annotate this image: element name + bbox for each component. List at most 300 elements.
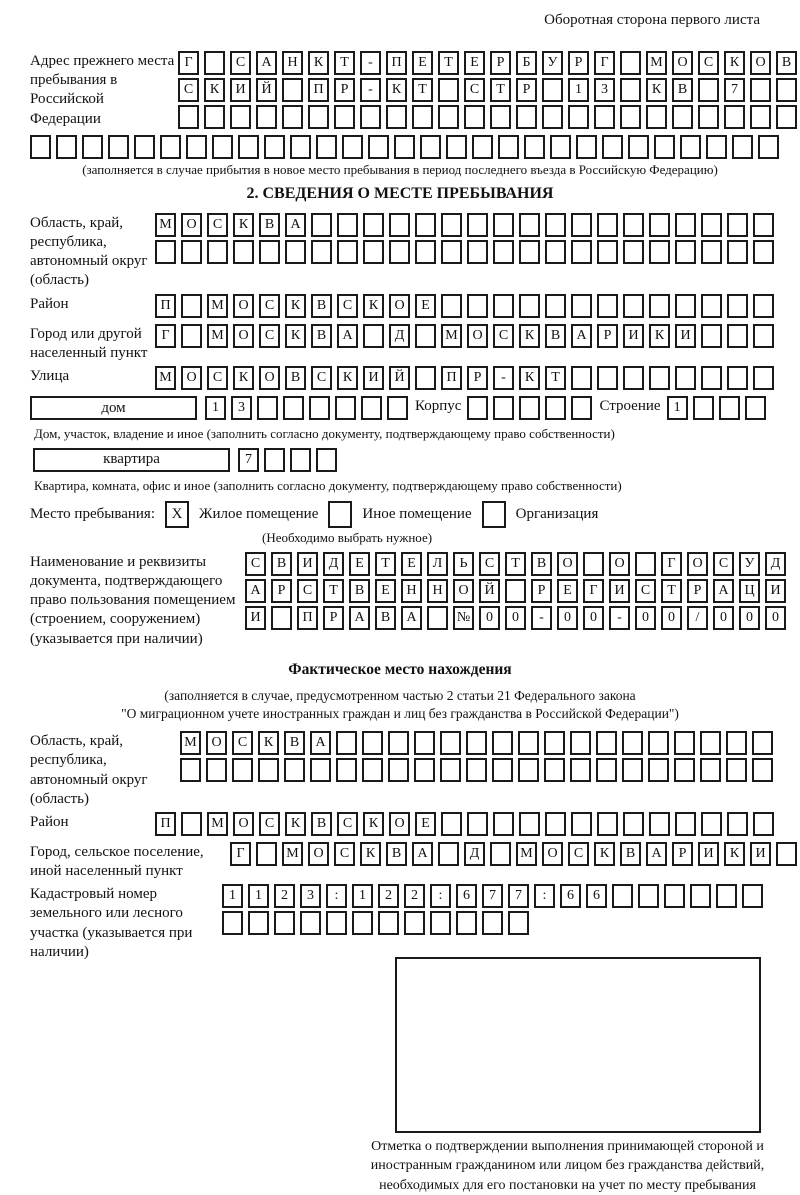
char-cell[interactable] bbox=[257, 396, 278, 420]
char-cell[interactable] bbox=[389, 213, 410, 237]
char-cell[interactable] bbox=[415, 213, 436, 237]
char-cell[interactable]: Л bbox=[427, 552, 448, 576]
char-cell[interactable] bbox=[441, 294, 462, 318]
char-cell[interactable]: П bbox=[297, 606, 318, 630]
char-cell[interactable] bbox=[675, 812, 696, 836]
char-cell[interactable]: Е bbox=[464, 51, 485, 75]
char-cell[interactable] bbox=[570, 758, 591, 782]
char-cell[interactable] bbox=[415, 324, 436, 348]
char-cell[interactable] bbox=[441, 240, 462, 264]
char-cell[interactable]: К bbox=[308, 51, 329, 75]
char-cell[interactable] bbox=[420, 135, 441, 159]
char-cell[interactable]: Р bbox=[490, 51, 511, 75]
char-cell[interactable] bbox=[492, 758, 513, 782]
char-cell[interactable] bbox=[492, 731, 513, 755]
char-cell[interactable] bbox=[498, 135, 519, 159]
char-cell[interactable]: М bbox=[207, 812, 228, 836]
char-cell[interactable]: Т bbox=[545, 366, 566, 390]
char-cell[interactable] bbox=[753, 213, 774, 237]
char-cell[interactable]: В bbox=[531, 552, 552, 576]
char-cell[interactable]: Т bbox=[412, 78, 433, 102]
char-cell[interactable] bbox=[256, 842, 277, 866]
char-cell[interactable]: Н bbox=[401, 579, 422, 603]
char-cell[interactable] bbox=[638, 884, 659, 908]
char-cell[interactable]: 1 bbox=[222, 884, 243, 908]
char-cell[interactable] bbox=[612, 884, 633, 908]
char-cell[interactable]: 7 bbox=[482, 884, 503, 908]
char-cell[interactable] bbox=[342, 135, 363, 159]
char-cell[interactable]: В bbox=[285, 366, 306, 390]
char-cell[interactable]: С bbox=[259, 324, 280, 348]
char-cell[interactable] bbox=[160, 135, 181, 159]
char-cell[interactable] bbox=[362, 758, 383, 782]
char-cell[interactable] bbox=[361, 396, 382, 420]
char-cell[interactable]: - bbox=[360, 51, 381, 75]
char-cell[interactable] bbox=[493, 240, 514, 264]
char-cell[interactable]: Д bbox=[464, 842, 485, 866]
char-cell[interactable] bbox=[438, 842, 459, 866]
char-cell[interactable] bbox=[635, 552, 656, 576]
char-cell[interactable]: У bbox=[542, 51, 563, 75]
char-cell[interactable] bbox=[583, 552, 604, 576]
char-cell[interactable] bbox=[274, 911, 295, 935]
char-cell[interactable] bbox=[414, 731, 435, 755]
char-cell[interactable] bbox=[362, 731, 383, 755]
char-cell[interactable] bbox=[337, 240, 358, 264]
char-cell[interactable]: В bbox=[545, 324, 566, 348]
char-cell[interactable]: П bbox=[308, 78, 329, 102]
char-cell[interactable]: О bbox=[181, 213, 202, 237]
char-cell[interactable]: К bbox=[649, 324, 670, 348]
char-cell[interactable]: / bbox=[687, 606, 708, 630]
char-cell[interactable]: К bbox=[360, 842, 381, 866]
char-cell[interactable] bbox=[256, 105, 277, 129]
char-cell[interactable] bbox=[308, 105, 329, 129]
char-cell[interactable] bbox=[134, 135, 155, 159]
char-cell[interactable]: О bbox=[389, 294, 410, 318]
char-cell[interactable]: О bbox=[453, 579, 474, 603]
char-cell[interactable] bbox=[675, 366, 696, 390]
char-cell[interactable]: : bbox=[534, 884, 555, 908]
char-cell[interactable] bbox=[204, 51, 225, 75]
char-cell[interactable] bbox=[594, 105, 615, 129]
char-cell[interactable]: № bbox=[453, 606, 474, 630]
char-cell[interactable] bbox=[335, 396, 356, 420]
char-cell[interactable] bbox=[404, 911, 425, 935]
char-cell[interactable]: Т bbox=[438, 51, 459, 75]
char-cell[interactable]: Р bbox=[323, 606, 344, 630]
char-cell[interactable]: К bbox=[204, 78, 225, 102]
char-cell[interactable]: В bbox=[386, 842, 407, 866]
char-cell[interactable] bbox=[518, 731, 539, 755]
char-cell[interactable] bbox=[698, 78, 719, 102]
char-cell[interactable] bbox=[386, 105, 407, 129]
char-cell[interactable]: 0 bbox=[765, 606, 786, 630]
char-cell[interactable] bbox=[181, 324, 202, 348]
char-cell[interactable]: Е bbox=[557, 579, 578, 603]
char-cell[interactable] bbox=[544, 731, 565, 755]
char-cell[interactable]: В bbox=[311, 324, 332, 348]
char-cell[interactable] bbox=[597, 812, 618, 836]
char-cell[interactable] bbox=[394, 135, 415, 159]
char-cell[interactable]: 6 bbox=[586, 884, 607, 908]
char-cell[interactable]: С bbox=[334, 842, 355, 866]
char-cell[interactable]: О bbox=[206, 731, 227, 755]
char-cell[interactable]: А bbox=[285, 213, 306, 237]
char-cell[interactable] bbox=[516, 105, 537, 129]
char-cell[interactable] bbox=[493, 294, 514, 318]
char-cell[interactable] bbox=[490, 105, 511, 129]
char-cell[interactable]: А bbox=[256, 51, 277, 75]
char-cell[interactable]: В bbox=[349, 579, 370, 603]
char-cell[interactable] bbox=[752, 731, 773, 755]
char-cell[interactable]: Е bbox=[415, 812, 436, 836]
char-cell[interactable]: И bbox=[609, 579, 630, 603]
char-cell[interactable]: М bbox=[516, 842, 537, 866]
char-cell[interactable] bbox=[414, 758, 435, 782]
char-cell[interactable] bbox=[752, 758, 773, 782]
char-cell[interactable]: В bbox=[311, 294, 332, 318]
char-cell[interactable] bbox=[596, 731, 617, 755]
stay-type-checkbox-organization[interactable] bbox=[482, 501, 506, 528]
char-cell[interactable] bbox=[701, 366, 722, 390]
char-cell[interactable]: 0 bbox=[583, 606, 604, 630]
char-cell[interactable] bbox=[571, 294, 592, 318]
char-cell[interactable]: И bbox=[297, 552, 318, 576]
char-cell[interactable] bbox=[311, 240, 332, 264]
char-cell[interactable] bbox=[726, 731, 747, 755]
char-cell[interactable]: : bbox=[326, 884, 347, 908]
char-cell[interactable] bbox=[415, 366, 436, 390]
char-cell[interactable] bbox=[745, 396, 766, 420]
char-cell[interactable] bbox=[456, 911, 477, 935]
char-cell[interactable] bbox=[672, 105, 693, 129]
char-cell[interactable]: К bbox=[519, 324, 540, 348]
char-cell[interactable]: Р bbox=[334, 78, 355, 102]
char-cell[interactable] bbox=[727, 812, 748, 836]
char-cell[interactable]: О bbox=[750, 51, 771, 75]
char-cell[interactable] bbox=[693, 396, 714, 420]
char-cell[interactable] bbox=[698, 105, 719, 129]
char-cell[interactable]: 1 bbox=[205, 396, 226, 420]
char-cell[interactable]: В bbox=[776, 51, 797, 75]
char-cell[interactable]: С bbox=[464, 78, 485, 102]
char-cell[interactable]: С bbox=[207, 366, 228, 390]
char-cell[interactable] bbox=[311, 213, 332, 237]
char-cell[interactable]: Д bbox=[765, 552, 786, 576]
char-cell[interactable]: 7 bbox=[508, 884, 529, 908]
char-cell[interactable] bbox=[181, 240, 202, 264]
char-cell[interactable]: Д bbox=[389, 324, 410, 348]
char-cell[interactable]: О bbox=[687, 552, 708, 576]
char-cell[interactable]: Й bbox=[479, 579, 500, 603]
char-cell[interactable]: Т bbox=[323, 579, 344, 603]
char-cell[interactable] bbox=[388, 731, 409, 755]
char-cell[interactable] bbox=[233, 240, 254, 264]
char-cell[interactable]: Д bbox=[323, 552, 344, 576]
char-cell[interactable]: К bbox=[363, 294, 384, 318]
char-cell[interactable] bbox=[623, 294, 644, 318]
char-cell[interactable] bbox=[334, 105, 355, 129]
char-cell[interactable]: Г bbox=[178, 51, 199, 75]
char-cell[interactable] bbox=[649, 812, 670, 836]
char-cell[interactable]: С bbox=[311, 366, 332, 390]
char-cell[interactable]: М bbox=[180, 731, 201, 755]
char-cell[interactable] bbox=[576, 135, 597, 159]
char-cell[interactable] bbox=[727, 294, 748, 318]
char-cell[interactable]: 3 bbox=[594, 78, 615, 102]
char-cell[interactable]: Й bbox=[389, 366, 410, 390]
char-cell[interactable] bbox=[649, 213, 670, 237]
char-cell[interactable]: В bbox=[620, 842, 641, 866]
char-cell[interactable]: К bbox=[233, 213, 254, 237]
char-cell[interactable] bbox=[649, 294, 670, 318]
char-cell[interactable] bbox=[222, 911, 243, 935]
char-cell[interactable] bbox=[493, 812, 514, 836]
char-cell[interactable] bbox=[300, 911, 321, 935]
char-cell[interactable] bbox=[753, 240, 774, 264]
char-cell[interactable]: 7 bbox=[238, 448, 259, 472]
char-cell[interactable]: : bbox=[430, 884, 451, 908]
char-cell[interactable] bbox=[724, 105, 745, 129]
char-cell[interactable] bbox=[701, 213, 722, 237]
char-cell[interactable] bbox=[30, 135, 51, 159]
char-cell[interactable]: Т bbox=[661, 579, 682, 603]
char-cell[interactable]: 0 bbox=[557, 606, 578, 630]
char-cell[interactable] bbox=[758, 135, 779, 159]
char-cell[interactable]: А bbox=[401, 606, 422, 630]
char-cell[interactable]: 6 bbox=[560, 884, 581, 908]
char-cell[interactable] bbox=[482, 911, 503, 935]
char-cell[interactable] bbox=[316, 448, 337, 472]
char-cell[interactable] bbox=[230, 105, 251, 129]
char-cell[interactable]: 2 bbox=[274, 884, 295, 908]
char-cell[interactable] bbox=[550, 135, 571, 159]
char-cell[interactable]: И bbox=[698, 842, 719, 866]
char-cell[interactable] bbox=[282, 78, 303, 102]
char-cell[interactable] bbox=[545, 812, 566, 836]
char-cell[interactable]: С bbox=[568, 842, 589, 866]
char-cell[interactable] bbox=[753, 294, 774, 318]
house-field-box[interactable]: дом bbox=[30, 396, 197, 420]
char-cell[interactable] bbox=[464, 105, 485, 129]
char-cell[interactable] bbox=[285, 240, 306, 264]
char-cell[interactable] bbox=[597, 213, 618, 237]
char-cell[interactable] bbox=[776, 842, 797, 866]
char-cell[interactable] bbox=[441, 213, 462, 237]
char-cell[interactable]: А bbox=[646, 842, 667, 866]
char-cell[interactable]: И bbox=[245, 606, 266, 630]
char-cell[interactable]: Р bbox=[568, 51, 589, 75]
char-cell[interactable] bbox=[248, 911, 269, 935]
char-cell[interactable] bbox=[438, 78, 459, 102]
char-cell[interactable] bbox=[623, 240, 644, 264]
char-cell[interactable]: А bbox=[245, 579, 266, 603]
char-cell[interactable] bbox=[282, 105, 303, 129]
char-cell[interactable] bbox=[570, 731, 591, 755]
char-cell[interactable]: В bbox=[284, 731, 305, 755]
char-cell[interactable]: М bbox=[441, 324, 462, 348]
char-cell[interactable]: Т bbox=[334, 51, 355, 75]
char-cell[interactable]: П bbox=[155, 294, 176, 318]
char-cell[interactable] bbox=[290, 135, 311, 159]
char-cell[interactable] bbox=[258, 758, 279, 782]
char-cell[interactable]: Г bbox=[230, 842, 251, 866]
char-cell[interactable] bbox=[649, 240, 670, 264]
char-cell[interactable] bbox=[467, 812, 488, 836]
char-cell[interactable]: У bbox=[739, 552, 760, 576]
char-cell[interactable]: 7 bbox=[724, 78, 745, 102]
char-cell[interactable]: 3 bbox=[300, 884, 321, 908]
char-cell[interactable]: О bbox=[467, 324, 488, 348]
char-cell[interactable] bbox=[472, 135, 493, 159]
char-cell[interactable] bbox=[206, 758, 227, 782]
char-cell[interactable]: М bbox=[207, 324, 228, 348]
char-cell[interactable] bbox=[284, 758, 305, 782]
char-cell[interactable]: О bbox=[308, 842, 329, 866]
char-cell[interactable]: И bbox=[675, 324, 696, 348]
char-cell[interactable]: С bbox=[245, 552, 266, 576]
char-cell[interactable]: О bbox=[672, 51, 693, 75]
char-cell[interactable] bbox=[336, 758, 357, 782]
char-cell[interactable] bbox=[238, 135, 259, 159]
char-cell[interactable]: В bbox=[672, 78, 693, 102]
char-cell[interactable]: Е bbox=[401, 552, 422, 576]
char-cell[interactable] bbox=[155, 240, 176, 264]
char-cell[interactable] bbox=[623, 213, 644, 237]
char-cell[interactable] bbox=[602, 135, 623, 159]
char-cell[interactable]: С bbox=[178, 78, 199, 102]
char-cell[interactable] bbox=[186, 135, 207, 159]
char-cell[interactable]: С bbox=[230, 51, 251, 75]
char-cell[interactable] bbox=[675, 294, 696, 318]
char-cell[interactable]: Р bbox=[672, 842, 693, 866]
char-cell[interactable] bbox=[597, 294, 618, 318]
char-cell[interactable]: О bbox=[259, 366, 280, 390]
char-cell[interactable] bbox=[493, 213, 514, 237]
char-cell[interactable] bbox=[664, 884, 685, 908]
char-cell[interactable] bbox=[700, 758, 721, 782]
char-cell[interactable] bbox=[571, 812, 592, 836]
char-cell[interactable] bbox=[519, 213, 540, 237]
char-cell[interactable]: 3 bbox=[231, 396, 252, 420]
char-cell[interactable] bbox=[290, 448, 311, 472]
char-cell[interactable] bbox=[622, 731, 643, 755]
char-cell[interactable] bbox=[363, 324, 384, 348]
char-cell[interactable] bbox=[204, 105, 225, 129]
char-cell[interactable] bbox=[446, 135, 467, 159]
char-cell[interactable] bbox=[545, 213, 566, 237]
char-cell[interactable]: А bbox=[349, 606, 370, 630]
char-cell[interactable] bbox=[493, 396, 514, 420]
char-cell[interactable] bbox=[701, 294, 722, 318]
char-cell[interactable] bbox=[56, 135, 77, 159]
char-cell[interactable]: Н bbox=[282, 51, 303, 75]
char-cell[interactable] bbox=[545, 294, 566, 318]
char-cell[interactable] bbox=[389, 240, 410, 264]
char-cell[interactable]: С bbox=[297, 579, 318, 603]
char-cell[interactable]: Е bbox=[349, 552, 370, 576]
char-cell[interactable]: Е bbox=[415, 294, 436, 318]
char-cell[interactable] bbox=[753, 324, 774, 348]
char-cell[interactable]: О bbox=[181, 366, 202, 390]
char-cell[interactable] bbox=[178, 105, 199, 129]
char-cell[interactable] bbox=[518, 758, 539, 782]
char-cell[interactable] bbox=[388, 758, 409, 782]
char-cell[interactable]: С bbox=[479, 552, 500, 576]
char-cell[interactable] bbox=[264, 448, 285, 472]
char-cell[interactable]: М bbox=[155, 366, 176, 390]
char-cell[interactable]: О bbox=[233, 324, 254, 348]
char-cell[interactable]: Р bbox=[687, 579, 708, 603]
char-cell[interactable] bbox=[441, 812, 462, 836]
char-cell[interactable] bbox=[82, 135, 103, 159]
char-cell[interactable]: О bbox=[389, 812, 410, 836]
char-cell[interactable]: С bbox=[207, 213, 228, 237]
char-cell[interactable] bbox=[545, 240, 566, 264]
char-cell[interactable] bbox=[544, 758, 565, 782]
char-cell[interactable]: К bbox=[363, 812, 384, 836]
char-cell[interactable]: Н bbox=[427, 579, 448, 603]
char-cell[interactable]: 2 bbox=[404, 884, 425, 908]
char-cell[interactable] bbox=[316, 135, 337, 159]
char-cell[interactable] bbox=[674, 758, 695, 782]
char-cell[interactable] bbox=[326, 911, 347, 935]
stay-type-checkbox-residential[interactable]: X bbox=[165, 501, 189, 528]
char-cell[interactable]: А bbox=[337, 324, 358, 348]
char-cell[interactable]: 0 bbox=[635, 606, 656, 630]
char-cell[interactable]: 0 bbox=[479, 606, 500, 630]
char-cell[interactable] bbox=[387, 396, 408, 420]
char-cell[interactable]: - bbox=[360, 78, 381, 102]
char-cell[interactable] bbox=[108, 135, 129, 159]
char-cell[interactable]: Г bbox=[594, 51, 615, 75]
char-cell[interactable] bbox=[571, 213, 592, 237]
char-cell[interactable]: Г bbox=[155, 324, 176, 348]
char-cell[interactable]: 0 bbox=[505, 606, 526, 630]
char-cell[interactable] bbox=[212, 135, 233, 159]
char-cell[interactable]: О bbox=[542, 842, 563, 866]
char-cell[interactable] bbox=[753, 812, 774, 836]
char-cell[interactable]: И bbox=[765, 579, 786, 603]
char-cell[interactable]: И bbox=[230, 78, 251, 102]
char-cell[interactable] bbox=[271, 606, 292, 630]
char-cell[interactable] bbox=[674, 731, 695, 755]
char-cell[interactable]: Б bbox=[516, 51, 537, 75]
char-cell[interactable] bbox=[207, 240, 228, 264]
char-cell[interactable] bbox=[467, 213, 488, 237]
char-cell[interactable]: Й bbox=[256, 78, 277, 102]
char-cell[interactable] bbox=[232, 758, 253, 782]
char-cell[interactable] bbox=[750, 105, 771, 129]
char-cell[interactable] bbox=[727, 366, 748, 390]
char-cell[interactable]: И bbox=[750, 842, 771, 866]
char-cell[interactable] bbox=[337, 213, 358, 237]
char-cell[interactable]: М bbox=[155, 213, 176, 237]
char-cell[interactable]: Р bbox=[467, 366, 488, 390]
char-cell[interactable]: П bbox=[155, 812, 176, 836]
char-cell[interactable] bbox=[571, 366, 592, 390]
char-cell[interactable] bbox=[571, 396, 592, 420]
char-cell[interactable]: Р bbox=[516, 78, 537, 102]
stay-type-checkbox-other[interactable] bbox=[328, 501, 352, 528]
char-cell[interactable] bbox=[363, 213, 384, 237]
char-cell[interactable] bbox=[440, 731, 461, 755]
char-cell[interactable]: В bbox=[311, 812, 332, 836]
char-cell[interactable]: Р bbox=[531, 579, 552, 603]
char-cell[interactable] bbox=[542, 105, 563, 129]
char-cell[interactable]: С bbox=[337, 294, 358, 318]
